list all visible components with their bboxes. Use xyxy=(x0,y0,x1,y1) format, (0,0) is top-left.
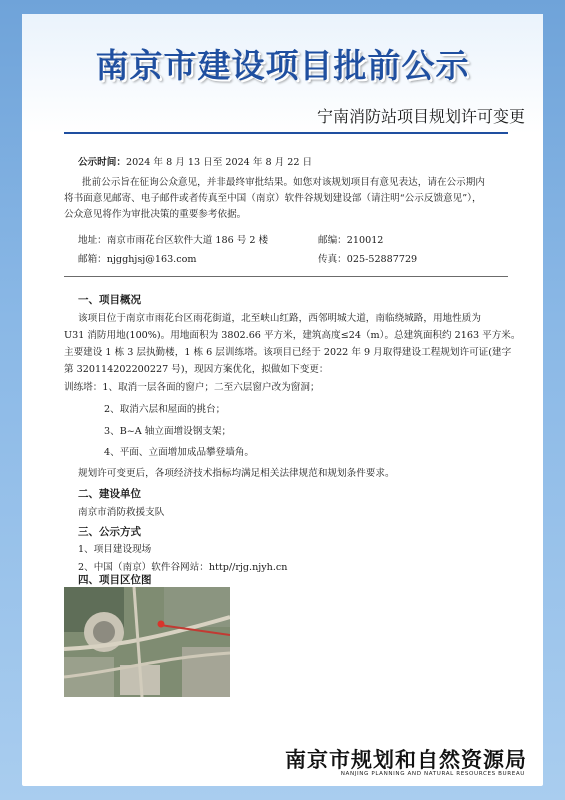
overview-line: U31 消防用地(100%)。用地面积为 3802.66 平方米，建筑高度≤24（m）。总建筑面积约 2163 平方米。 xyxy=(64,330,521,341)
overview-line: 第 320114202200227 号)，现因方案优化，拟做如下变更： xyxy=(64,364,329,375)
section-divider xyxy=(64,276,508,277)
project-site-marker xyxy=(158,621,165,628)
section-title-unit: 二、建设单位 xyxy=(78,488,141,500)
section-title-method: 三、公示方式 xyxy=(78,526,141,538)
page-subtitle: 宁南消防站项目规划许可变更 xyxy=(316,107,525,126)
notice-para-line: 将书面意见邮寄、电子邮件或者传真至中国（南京）软件谷规划建设部（请注明“公示反馈意见”）， xyxy=(64,193,482,204)
change-item: 训练塔：1、取消一层各面的窗户；二至六层窗户改为窗洞； xyxy=(64,382,320,393)
construction-unit-name: 南京市消防救援支队 xyxy=(78,507,165,518)
contact-postcode: 邮编：210012 xyxy=(318,235,384,246)
section-title-overview: 一、项目概况 xyxy=(78,294,141,306)
change-item: 3、B~A 轴立面增设钢支架； xyxy=(104,426,232,437)
overview-line: 主要建设 1 栋 3 层执勤楼，1 栋 6 层训练塔。该项目已经于 2022 年 9 月取得建设工程规划许可证(建字 xyxy=(64,347,512,358)
satellite-map-image xyxy=(64,587,230,697)
footer-org-name: 南京市规划和自然资源局 xyxy=(285,747,527,772)
footer-org-name-en: NANJING PLANNING AND NATURAL RESOURCES BUREAU xyxy=(340,771,525,777)
contact-fax: 传真：025-52887729 xyxy=(318,254,418,265)
page-title: 南京市建设项目批前公示 xyxy=(95,46,470,85)
section-title-location: 四、项目区位图 xyxy=(78,574,152,586)
change-item: 2、取消六层和屋面的挑台； xyxy=(104,404,226,415)
contact-address: 地址：南京市雨花台区软件大道 186 号 2 楼 xyxy=(78,235,269,246)
period-label: 公示时间： xyxy=(78,157,126,168)
notice-period xyxy=(78,156,312,170)
location-map xyxy=(64,587,230,697)
method-item: 2、中国（南京）软件谷网站：http//rjg.njyh.cn xyxy=(78,562,288,573)
period-value: 2024 年 8 月 13 日至 2024 年 8 月 22 日 xyxy=(125,157,313,168)
contact-email: 邮箱：njgghjsj@163.com xyxy=(78,254,197,265)
overview-line: 该项目位于南京市雨花台区雨花街道，北至峡山红路，西邻明城大道，南临绕城路，用地性质为 xyxy=(78,313,481,324)
method-item: 1、项目建设现场 xyxy=(78,544,152,555)
overview-conclusion: 规划许可变更后，各项经济技术指标均满足相关法律规范和规划条件要求。 xyxy=(78,468,395,479)
subtitle-divider xyxy=(64,132,508,134)
notice-para-line: 批前公示旨在征询公众意见，并非最终审批结果。如您对该规划项目有意见表达，请在公示期内 xyxy=(82,177,485,188)
notice-para-line: 公众意见将作为审批决策的重要参考依据。 xyxy=(64,209,247,220)
change-item: 4、平面、立面增加成品攀登墙角。 xyxy=(104,447,255,458)
